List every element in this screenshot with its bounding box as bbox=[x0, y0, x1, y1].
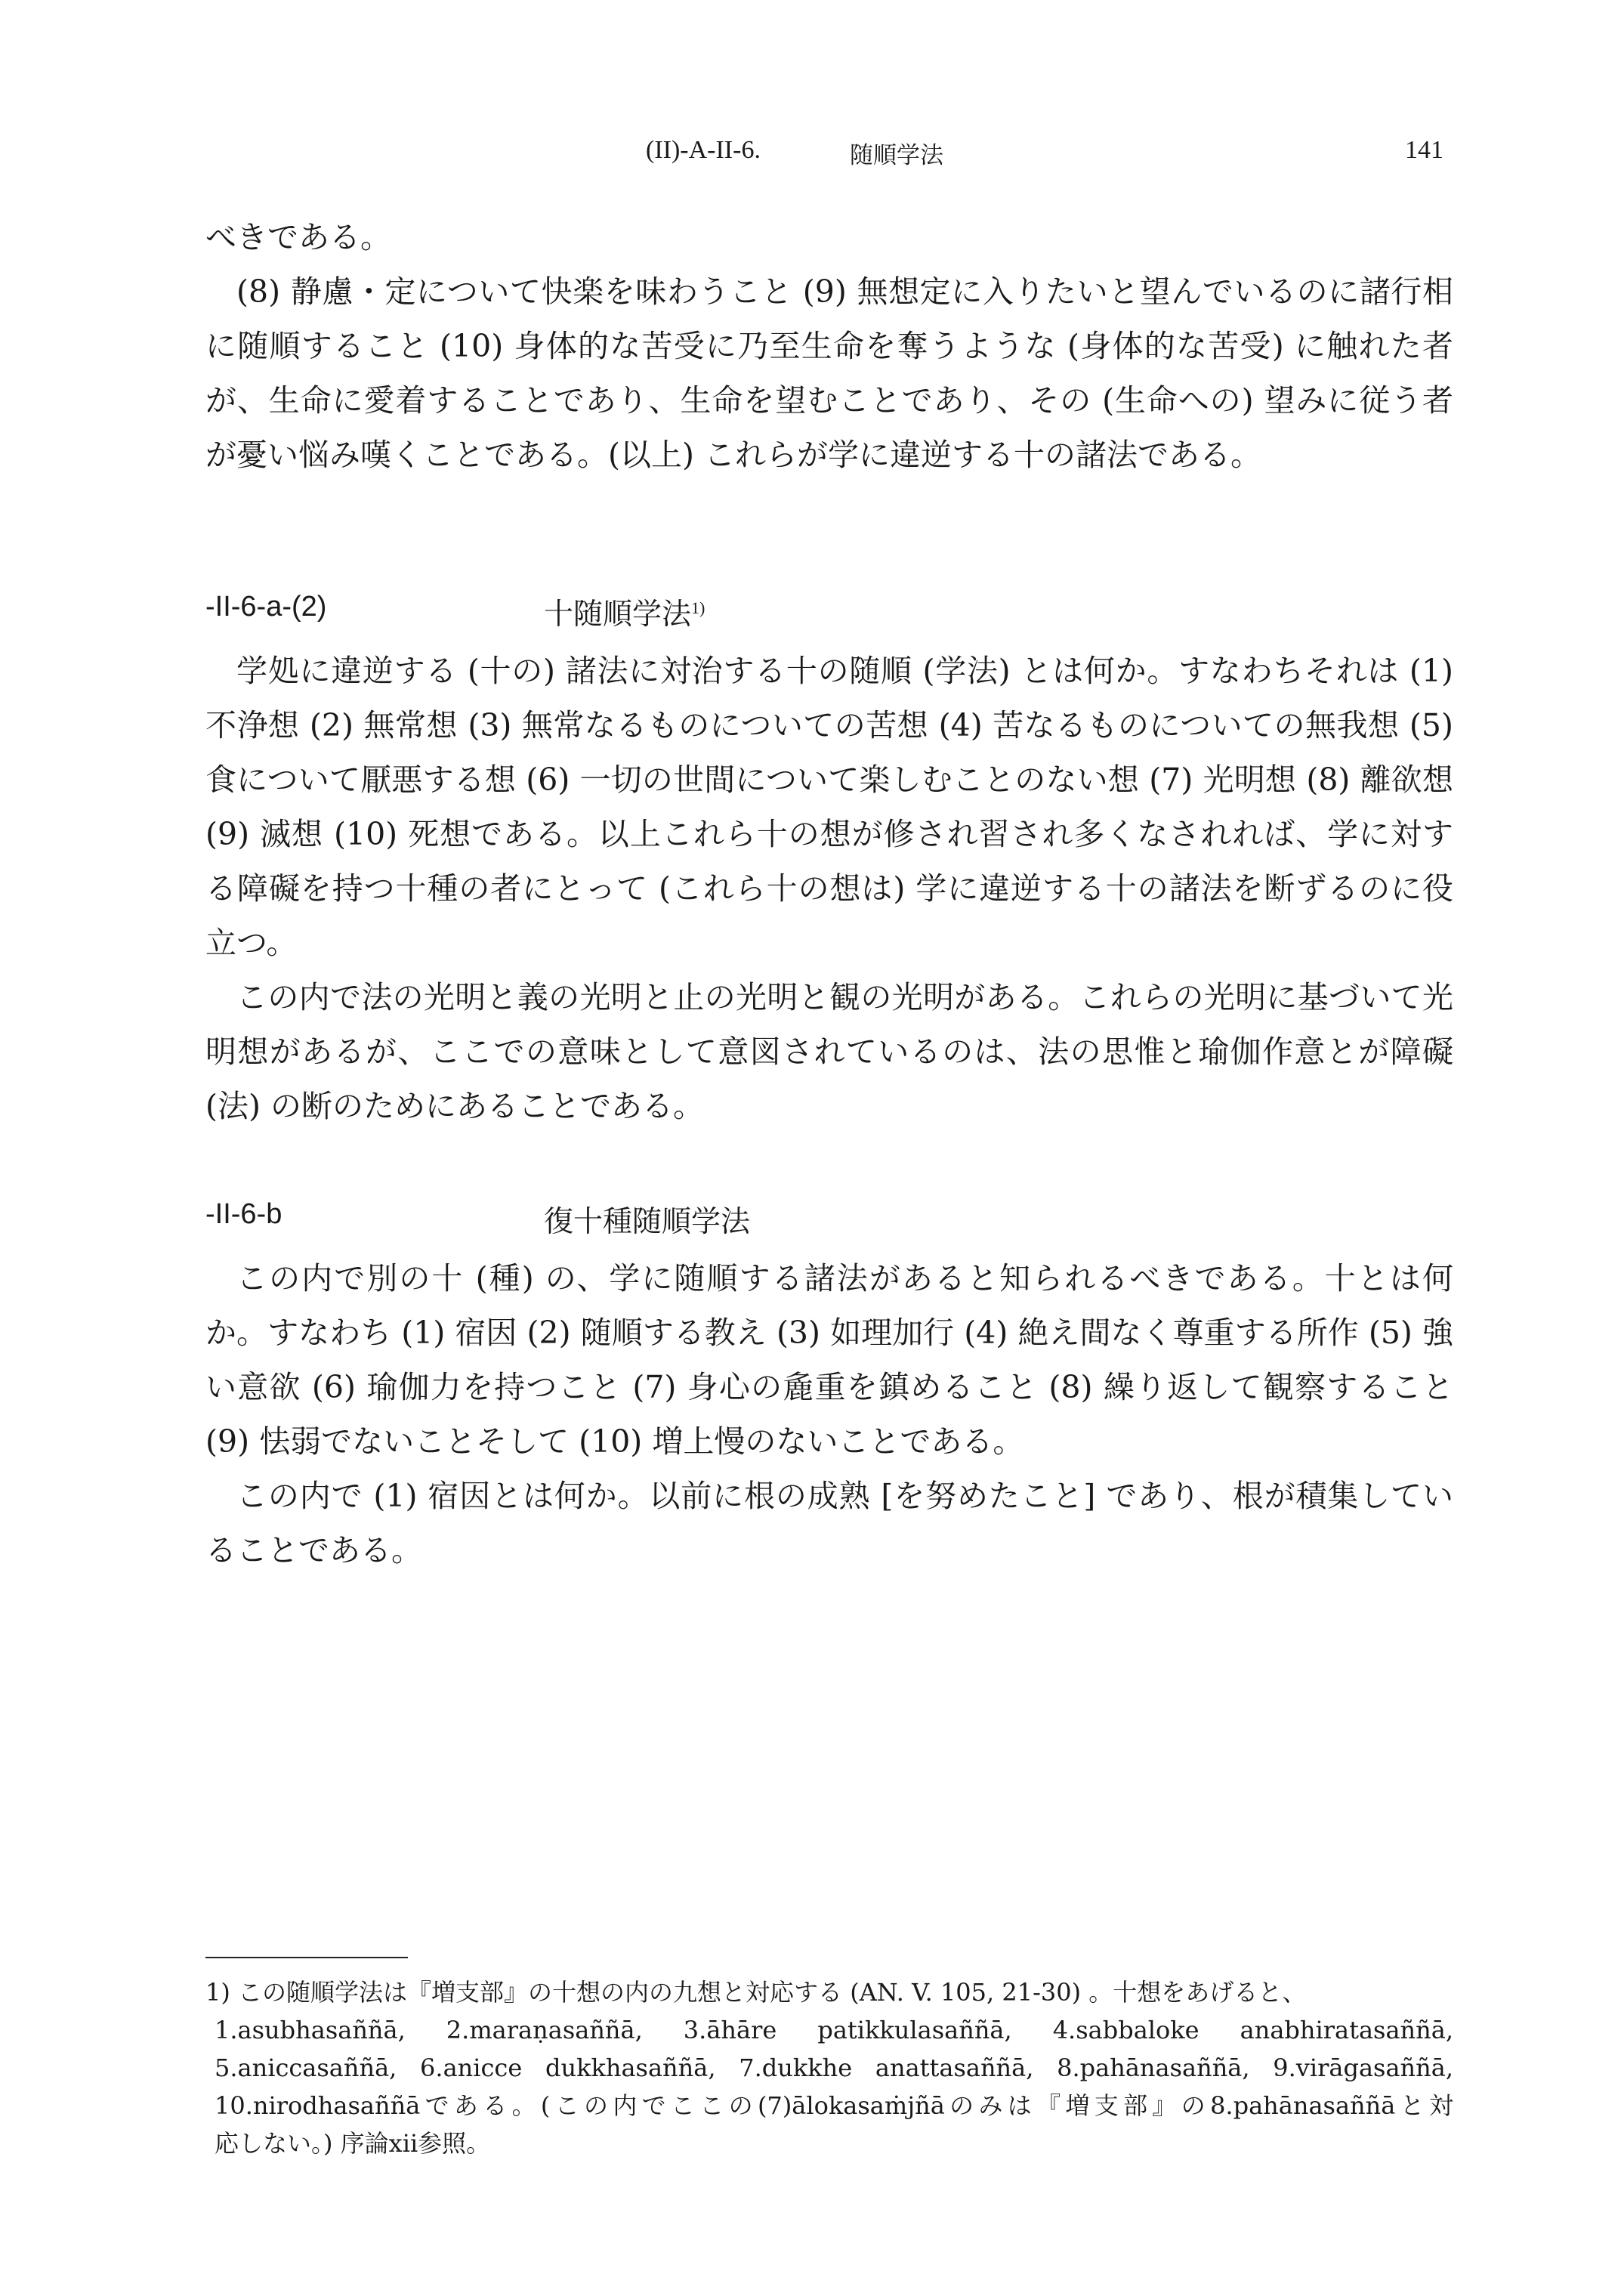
intro-block bbox=[205, 210, 1453, 482]
section-b-paragraph-2: この内で (1) 宿因とは何か。以前に根の成熟 [を努めたこと] であり、根が積集していることである。 bbox=[205, 1478, 1453, 1568]
footnote-divider bbox=[205, 1957, 408, 1958]
footnote-line-5: 応しない。) 序論xii参照。 bbox=[215, 2129, 491, 2158]
section-a-body bbox=[205, 644, 1453, 1133]
running-head bbox=[0, 136, 1624, 181]
footnote-ref[interactable]: 1) bbox=[691, 598, 705, 617]
section-number: (II)-A-II-6. bbox=[646, 136, 761, 164]
section-b-id: -II-6-b bbox=[205, 1198, 283, 1230]
intro-paragraph-2: (8) 静慮・定について快楽を味わうこと (9) 無想定に入りたいと望んでいるのに諸行相に随順すること (10) 身体的な苦受に乃至生命を奪うような (身体的な苦受) に触れた者が、生命に愛着することであり、生命を望むことであり、その (生命への) 望みに従う者が憂い悩み嘆くことである。(以上) これらが学に違逆する十の諸法である。 bbox=[205, 273, 1453, 473]
footnote-line-4: 10.nirodhasaññāである。(この内でここの(7)ālokasaṁjñāのみは『増支部』の8.pahānasaññāと対 bbox=[215, 2091, 1453, 2120]
section-title: 随順学法 bbox=[850, 142, 943, 169]
section-a-heading bbox=[205, 591, 1453, 636]
section-a-title-text: 十随順学法 bbox=[544, 598, 692, 632]
section-b-body bbox=[205, 1251, 1453, 1578]
section-a-title bbox=[544, 591, 705, 633]
section-b-heading bbox=[205, 1198, 1453, 1244]
intro-paragraph-1: べきである。 bbox=[205, 219, 391, 255]
footnote-line-3: 5.aniccasaññā, 6.anicce dukkhasaññā, 7.dukkhe anattasaññā, 8.pahānasaññā, 9.virāgasaññā, bbox=[215, 2053, 1453, 2082]
section-a-paragraph-1: 学処に違逆する (十の) 諸法に対治する十の随順 (学法) とは何か。すなわちそれは (1) 不浄想 (2) 無常想 (3) 無常なるものについての苦想 (4) 苦なるものについての無我想 (5) 食について厭悪する想 (6) 一切の世間について楽しむことのない想 (7) 光明想 (8) 離欲想 (9) 滅想 (10) 死想である。以上これら十の想が修され習され多くなされれば、学に対する障礙を持つ十種の者にとって (これら十の想は) 学に違逆する十の諸法を断ずるのに役立つ。 bbox=[205, 653, 1453, 961]
footnote-line-2: 1.asubhasaññā, 2.maraṇasaññā, 3.āhāre patikkulasaññā, 4.sabbaloke anabhiratasaññā, bbox=[215, 2016, 1453, 2044]
section-b-paragraph-1: この内で別の十 (種) の、学に随順する諸法があると知られるべきである。十とは何か。すなわち (1) 宿因 (2) 随順する教え (3) 如理加行 (4) 絶え間なく尊重する所作 (5) 強い意欲 (6) 瑜伽力を持つこと (7) 身心の麁重を鎮めること (8) 繰り返して観察すること (9) 怯弱でないことそして (10) 増上慢のないことである。 bbox=[205, 1260, 1453, 1460]
section-a-id: -II-6-a-(2) bbox=[205, 591, 327, 623]
section-b-title: 復十種随順学法 bbox=[544, 1205, 751, 1239]
footnote bbox=[205, 1973, 1453, 2162]
section-a-paragraph-2: この内で法の光明と義の光明と止の光明と観の光明がある。これらの光明に基づいて光明想があるが、ここでの意味として意図されているのは、法の思惟と瑜伽作意とが障礙 (法) の断のためにあることである。 bbox=[205, 979, 1453, 1124]
footnote-line-1: 1) この随順学法は『増支部』の十想の内の九想と対応する (AN. V. 105, 21-30) 。十想をあげると、 bbox=[205, 1978, 1307, 2007]
page-number: 141 bbox=[1405, 136, 1443, 164]
